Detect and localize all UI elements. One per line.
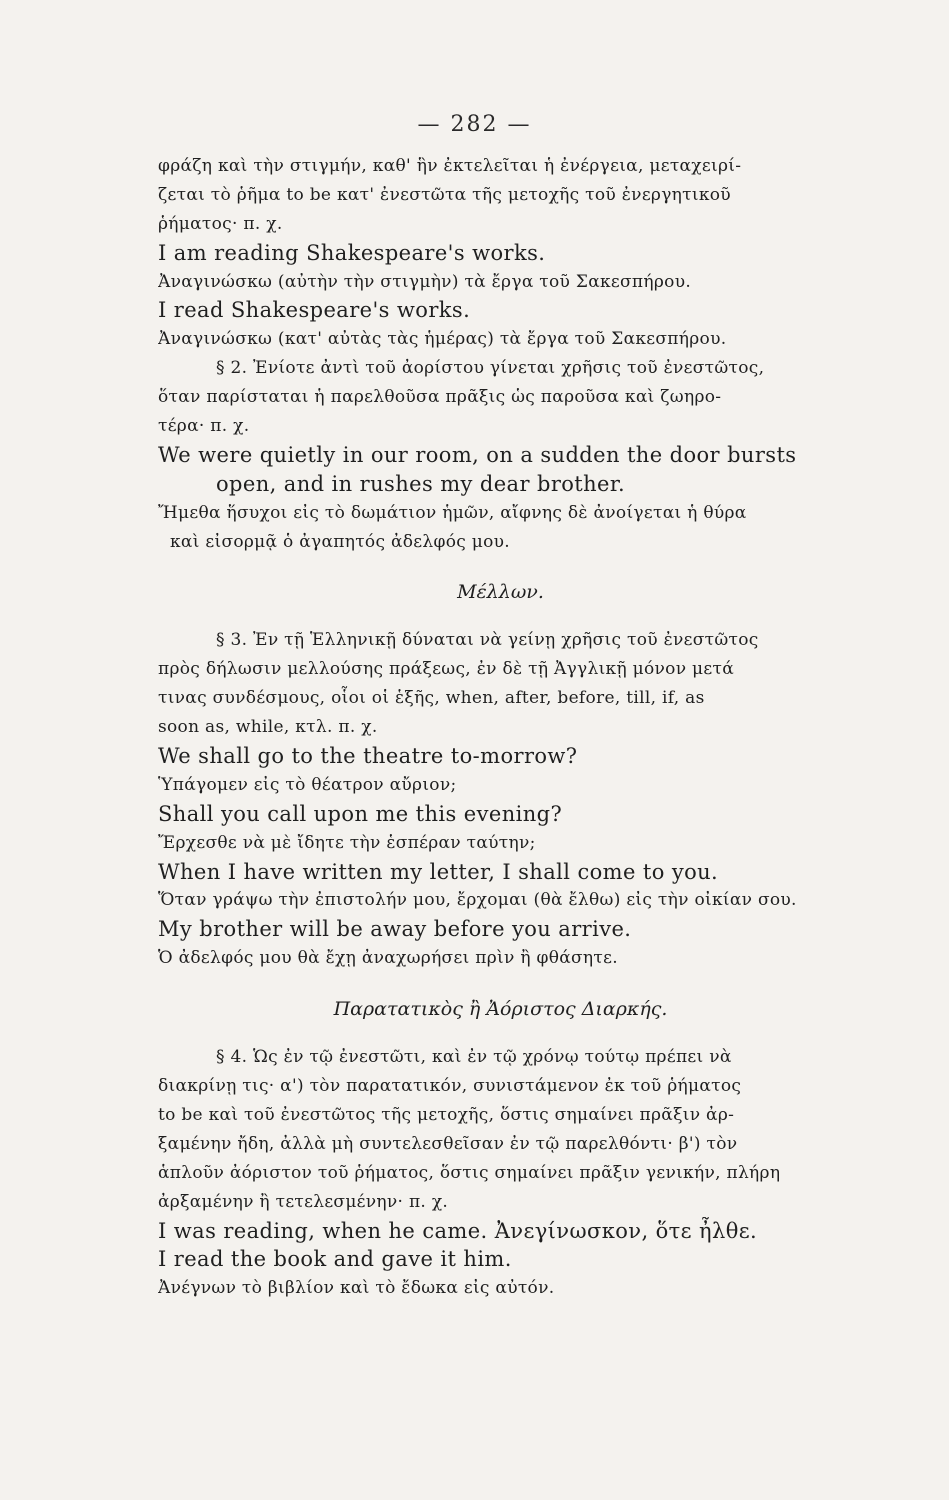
text-line: ζεται τὸ ῥῆμα to be κατ' ἐνεστῶτα τῆς μετοχῆς τοῦ ἐνεργητικοῦ xyxy=(158,184,731,205)
section-heading: Παρατατικὸς ἢ Ἀόριστος Διαρκής. xyxy=(333,998,668,1021)
paragraph-start: § 3. Ἐν τῇ Ἑλληνικῇ δύναται νὰ γείνῃ χρῆσις τοῦ ἐνεστῶτος xyxy=(216,630,759,651)
english-example: I am reading Shakespeare's works. xyxy=(158,240,546,265)
text-line: soon as, while, κτλ. π. χ. xyxy=(158,717,378,738)
text-line: ῥήματος· π. χ. xyxy=(158,213,283,234)
english-example: My brother will be away before you arrive. xyxy=(158,917,632,942)
text-line: ἀρξαμένην ἢ τετελεσμένην· π. χ. xyxy=(158,1191,449,1212)
greek-translation: Ὑπάγομεν εἰς τὸ θέατρον αὔριον; xyxy=(158,774,457,795)
paragraph-start: § 2. Ἐνίοτε ἀντὶ τοῦ ἀορίστου γίνεται χρῆσις τοῦ ἐνεστῶτος, xyxy=(216,358,765,379)
english-example: We were quietly in our room, on a sudden the door bursts xyxy=(158,442,797,467)
english-example: When I have written my letter, I shall come to you. xyxy=(158,859,719,884)
greek-translation: Ἀναγινώσκω (αὐτὴν τὴν στιγμὴν) τὰ ἔργα τοῦ Σακεσπήρου. xyxy=(158,271,692,292)
greek-translation: καὶ εἰσορμᾷ ὁ ἀγαπητός ἀδελφός μου. xyxy=(170,531,510,552)
paragraph-start: § 4. Ὡς ἐν τῷ ἐνεστῶτι, καὶ ἐν τῷ χρόνῳ τούτῳ πρέπει νὰ xyxy=(216,1047,732,1068)
text-line: ἁπλοῦν ἀόριστον τοῦ ῥήματος, ὅστις σημαίνει πρᾶξιν γενικήν, πλήρη xyxy=(158,1162,781,1183)
greek-translation: Ὅταν γράψω τὴν ἐπιστολήν μου, ἔρχομαι (θὰ ἔλθω) εἰς τὴν οἰκίαν σου. xyxy=(158,890,797,911)
english-example: Shall you call upon me this evening? xyxy=(158,801,563,826)
text-line: ξαμένην ἤδη, ἀλλὰ μὴ συντελεσθεῖσαν ἐν τῷ παρελθόντι· β') τὸν xyxy=(158,1133,738,1154)
english-example: I read the book and gave it him. xyxy=(158,1247,512,1272)
english-example: I read Shakespeare's works. xyxy=(158,298,471,323)
greek-translation: Ἤμεθα ἥσυχοι εἰς τὸ δωμάτιον ἡμῶν, αἴφνης δὲ ἀνοίγεται ἡ θύρα xyxy=(158,502,747,523)
text-line: διακρίνῃ τις· α') τὸν παρατατικόν, συνιστάμενον ἐκ τοῦ ῥήματος xyxy=(158,1076,742,1097)
text-line: to be καὶ τοῦ ἐνεστῶτος τῆς μετοχῆς, ὅστις σημαίνει πρᾶξιν ἀρ- xyxy=(158,1104,735,1125)
english-example: open, and in rushes my dear brother. xyxy=(216,471,626,496)
text-line: φράζη καὶ τὴν στιγμήν, καθ' ἣν ἐκτελεῖται ἡ ἐνέργεια, μεταχειρί- xyxy=(158,156,742,176)
english-example: I was reading, when he came. Ἀνεγίνωσκον, ὅτε ἦλθε. xyxy=(158,1218,758,1243)
page-number: — 282 — xyxy=(417,112,532,137)
text-line: ὅταν παρίσταται ἡ παρελθοῦσα πρᾶξις ὡς παροῦσα καὶ ζωηρο- xyxy=(158,387,722,408)
greek-translation: Ἀνέγνων τὸ βιβλίον καὶ τὸ ἔδωκα εἰς αὐτόν. xyxy=(158,1278,555,1299)
text-line: τέρα· π. χ. xyxy=(158,416,250,437)
body-text xyxy=(158,152,843,1303)
text-line: τινας συνδέσμους, οἷοι οἱ ἑξῆς, when, after, before, till, if, as xyxy=(158,688,705,709)
greek-translation: Ὁ ἀδελφός μου θὰ ἔχῃ ἀναχωρήσει πρὶν ἢ φθάσητε. xyxy=(158,948,618,969)
section-heading: Μέλλων. xyxy=(457,581,544,604)
text-line: πρὸς δήλωσιν μελλούσης πράξεως, ἐν δὲ τῇ Ἀγγλικῇ μόνον μετά xyxy=(158,659,734,680)
greek-translation: Ἀναγινώσκω (κατ' αὐτὰς τὰς ἡμέρας) τὰ ἔργα τοῦ Σακεσπήρου. xyxy=(158,329,727,350)
english-example: We shall go to the theatre to-morrow? xyxy=(158,744,578,769)
greek-translation: Ἔρχεσθε νὰ μὲ ἴδητε τὴν ἑσπέραν ταύτην; xyxy=(158,832,536,853)
